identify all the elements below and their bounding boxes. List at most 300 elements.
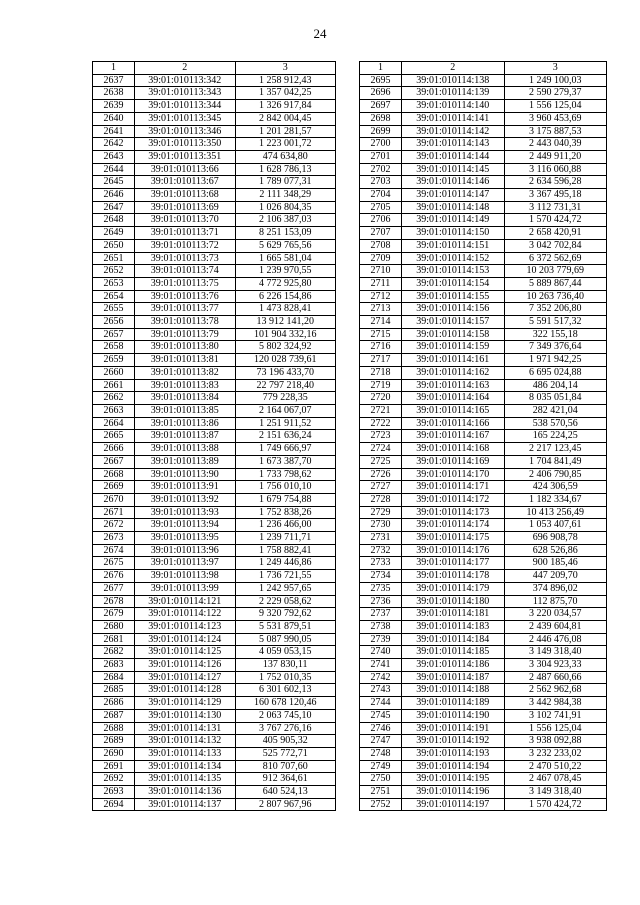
table-row (93, 404, 336, 417)
value-cell: 1 201 281,57 (235, 125, 336, 138)
cadastral-number-cell: 39:01:010114:147 (402, 189, 505, 202)
table-row (93, 544, 336, 557)
table-row (93, 303, 336, 316)
cadastral-number-cell: 39:01:010113:67 (135, 176, 236, 189)
row-number-cell: 2730 (360, 519, 402, 532)
value-cell: 447 209,70 (504, 570, 607, 583)
cadastral-number-cell: 39:01:010114:195 (402, 773, 505, 786)
value-cell: 4 772 925,80 (235, 277, 336, 290)
row-number-cell: 2720 (360, 392, 402, 405)
value-cell: 5 629 765,56 (235, 239, 336, 252)
value-cell: 1 258 912,43 (235, 74, 336, 87)
row-number-cell: 2739 (360, 633, 402, 646)
table-row (360, 354, 607, 367)
cadastral-number-cell: 39:01:010114:132 (135, 735, 236, 748)
row-number-cell: 2724 (360, 443, 402, 456)
cadastral-number-cell: 39:01:010114:127 (135, 671, 236, 684)
cadastral-number-cell: 39:01:010114:187 (402, 671, 505, 684)
cadastral-number-cell: 39:01:010113:68 (135, 189, 236, 202)
cadastral-number-cell: 39:01:010113:78 (135, 316, 236, 329)
table-row (93, 646, 336, 659)
value-cell: 1 242 957,65 (235, 582, 336, 595)
cadastral-number-cell: 39:01:010114:130 (135, 709, 236, 722)
row-number-cell: 2693 (93, 786, 135, 799)
cadastral-number-cell: 39:01:010114:179 (402, 582, 505, 595)
cadastral-number-cell: 39:01:010114:186 (402, 659, 505, 672)
row-number-cell: 2725 (360, 455, 402, 468)
cadastral-number-cell: 39:01:010114:123 (135, 620, 236, 633)
table-row (93, 557, 336, 570)
value-cell: 2 634 596,28 (504, 176, 607, 189)
cadastral-number-cell: 39:01:010114:152 (402, 252, 505, 265)
row-number-cell: 2731 (360, 532, 402, 545)
row-number-cell: 2676 (93, 570, 135, 583)
table-row (360, 608, 607, 621)
cadastral-number-cell: 39:01:010114:137 (135, 798, 236, 811)
cadastral-number-cell: 39:01:010113:95 (135, 532, 236, 545)
table-row (360, 544, 607, 557)
value-cell: 3 232 233,02 (504, 747, 607, 760)
value-cell: 10 203 779,69 (504, 265, 607, 278)
table-row (360, 620, 607, 633)
table-row (360, 189, 607, 202)
row-number-cell: 2727 (360, 481, 402, 494)
table-row (93, 709, 336, 722)
row-number-cell: 2707 (360, 227, 402, 240)
cadastral-number-cell: 39:01:010114:167 (402, 430, 505, 443)
value-cell: 779 228,35 (235, 392, 336, 405)
value-cell: 2 443 040,39 (504, 138, 607, 151)
value-cell: 13 912 141,20 (235, 316, 336, 329)
row-number-cell: 2743 (360, 684, 402, 697)
table-row (93, 798, 336, 811)
cadastral-number-cell: 39:01:010114:176 (402, 544, 505, 557)
value-cell: 1 673 387,70 (235, 455, 336, 468)
value-cell: 1 556 125,04 (504, 100, 607, 113)
cadastral-number-cell: 39:01:010114:173 (402, 506, 505, 519)
table-row (93, 227, 336, 240)
cadastral-number-cell: 39:01:010113:72 (135, 239, 236, 252)
cadastral-number-cell: 39:01:010114:162 (402, 366, 505, 379)
row-number-cell: 2680 (93, 620, 135, 633)
row-number-cell: 2694 (93, 798, 135, 811)
cadastral-number-cell: 39:01:010113:76 (135, 290, 236, 303)
table-row (93, 417, 336, 430)
cadastral-number-cell: 39:01:010114:184 (402, 633, 505, 646)
cadastral-number-cell: 39:01:010114:189 (402, 697, 505, 710)
cadastral-number-cell: 39:01:010114:144 (402, 150, 505, 163)
table-row (93, 747, 336, 760)
row-number-cell: 2714 (360, 316, 402, 329)
value-cell: 2 658 420,91 (504, 227, 607, 240)
cadastral-number-cell: 39:01:010113:96 (135, 544, 236, 557)
row-number-cell: 2682 (93, 646, 135, 659)
table-row (360, 150, 607, 163)
table-row (93, 150, 336, 163)
cadastral-number-cell: 39:01:010114:139 (402, 87, 505, 100)
cadastral-number-cell: 39:01:010114:181 (402, 608, 505, 621)
value-cell: 160 678 120,46 (235, 697, 336, 710)
table-row (360, 633, 607, 646)
value-cell: 1 570 424,72 (504, 214, 607, 227)
value-cell: 2 449 911,20 (504, 150, 607, 163)
row-number-cell: 2703 (360, 176, 402, 189)
value-cell: 3 442 984,38 (504, 697, 607, 710)
table-row (93, 201, 336, 214)
cadastral-number-cell: 39:01:010114:185 (402, 646, 505, 659)
value-cell: 405 905,32 (235, 735, 336, 748)
value-cell: 3 149 318,40 (504, 786, 607, 799)
value-cell: 1 026 804,35 (235, 201, 336, 214)
value-cell: 3 304 923,33 (504, 659, 607, 672)
table-row (93, 697, 336, 710)
value-cell: 2 446 476,08 (504, 633, 607, 646)
value-cell: 4 059 053,15 (235, 646, 336, 659)
right-table (359, 61, 607, 811)
row-number-cell: 2686 (93, 697, 135, 710)
value-cell: 2 470 510,22 (504, 760, 607, 773)
cadastral-number-cell: 39:01:010113:70 (135, 214, 236, 227)
row-number-cell: 2734 (360, 570, 402, 583)
value-cell: 1 223 001,72 (235, 138, 336, 151)
row-number-cell: 2678 (93, 595, 135, 608)
value-cell: 1 758 882,41 (235, 544, 336, 557)
cadastral-number-cell: 39:01:010114:135 (135, 773, 236, 786)
cadastral-number-cell: 39:01:010113:69 (135, 201, 236, 214)
value-cell: 3 116 060,88 (504, 163, 607, 176)
table-row (360, 468, 607, 481)
cadastral-number-cell: 39:01:010114:197 (402, 798, 505, 811)
table-row (93, 481, 336, 494)
table-row (360, 506, 607, 519)
row-number-cell: 2716 (360, 341, 402, 354)
row-number-cell: 2644 (93, 163, 135, 176)
table-row (360, 709, 607, 722)
row-number-cell: 2649 (93, 227, 135, 240)
cadastral-number-cell: 39:01:010113:91 (135, 481, 236, 494)
row-number-cell: 2738 (360, 620, 402, 633)
table-row (360, 646, 607, 659)
row-number-cell: 2669 (93, 481, 135, 494)
cadastral-number-cell: 39:01:010114:142 (402, 125, 505, 138)
value-cell: 374 896,02 (504, 582, 607, 595)
table-row (360, 557, 607, 570)
cadastral-number-cell: 39:01:010114:180 (402, 595, 505, 608)
table-row (93, 138, 336, 151)
column-header: 2 (402, 62, 505, 75)
table-row (360, 760, 607, 773)
value-cell: 1 357 042,25 (235, 87, 336, 100)
cadastral-number-cell: 39:01:010114:129 (135, 697, 236, 710)
table-row (360, 786, 607, 799)
row-number-cell: 2742 (360, 671, 402, 684)
row-number-cell: 2670 (93, 493, 135, 506)
row-number-cell: 2699 (360, 125, 402, 138)
row-number-cell: 2715 (360, 328, 402, 341)
value-cell: 640 524,13 (235, 786, 336, 799)
row-number-cell: 2708 (360, 239, 402, 252)
cadastral-number-cell: 39:01:010114:169 (402, 455, 505, 468)
value-cell: 1 736 721,55 (235, 570, 336, 583)
row-number-cell: 2652 (93, 265, 135, 278)
row-number-cell: 2751 (360, 786, 402, 799)
value-cell: 525 772,71 (235, 747, 336, 760)
value-cell: 322 155,18 (504, 328, 607, 341)
row-number-cell: 2733 (360, 557, 402, 570)
cadastral-number-cell: 39:01:010114:174 (402, 519, 505, 532)
table-row (93, 252, 336, 265)
table-row (360, 735, 607, 748)
table-row (93, 722, 336, 735)
cadastral-number-cell: 39:01:010113:93 (135, 506, 236, 519)
value-cell: 1 473 828,41 (235, 303, 336, 316)
row-number-cell: 2706 (360, 214, 402, 227)
table-row (93, 87, 336, 100)
row-number-cell: 2690 (93, 747, 135, 760)
cadastral-number-cell: 39:01:010114:128 (135, 684, 236, 697)
cadastral-number-cell: 39:01:010114:196 (402, 786, 505, 799)
value-cell: 3 767 276,16 (235, 722, 336, 735)
table-row (360, 265, 607, 278)
cadastral-number-cell: 39:01:010114:157 (402, 316, 505, 329)
cadastral-number-cell: 39:01:010113:345 (135, 112, 236, 125)
cadastral-number-cell: 39:01:010113:80 (135, 341, 236, 354)
table-row (93, 379, 336, 392)
cadastral-number-cell: 39:01:010114:149 (402, 214, 505, 227)
value-cell: 3 220 034,57 (504, 608, 607, 621)
table-row (360, 697, 607, 710)
value-cell: 1 249 446,86 (235, 557, 336, 570)
row-number-cell: 2692 (93, 773, 135, 786)
table-row (360, 722, 607, 735)
value-cell: 6 226 154,86 (235, 290, 336, 303)
cadastral-number-cell: 39:01:010113:88 (135, 443, 236, 456)
cadastral-number-cell: 39:01:010113:77 (135, 303, 236, 316)
table-row (93, 582, 336, 595)
table-row (360, 430, 607, 443)
cadastral-number-cell: 39:01:010113:89 (135, 455, 236, 468)
value-cell: 2 467 078,45 (504, 773, 607, 786)
value-cell: 10 413 256,49 (504, 506, 607, 519)
cadastral-number-cell: 39:01:010114:158 (402, 328, 505, 341)
table-row (93, 341, 336, 354)
value-cell: 1 665 581,04 (235, 252, 336, 265)
table-row (93, 163, 336, 176)
value-cell: 2 217 123,45 (504, 443, 607, 456)
row-number-cell: 2752 (360, 798, 402, 811)
value-cell: 8 251 153,09 (235, 227, 336, 240)
row-number-cell: 2698 (360, 112, 402, 125)
table-row (360, 773, 607, 786)
cadastral-number-cell: 39:01:010113:75 (135, 277, 236, 290)
cadastral-number-cell: 39:01:010113:86 (135, 417, 236, 430)
column-header: 2 (135, 62, 236, 75)
table-row (93, 493, 336, 506)
value-cell: 1 749 666,97 (235, 443, 336, 456)
value-cell: 2 063 745,10 (235, 709, 336, 722)
table-row (93, 366, 336, 379)
value-cell: 5 591 517,32 (504, 316, 607, 329)
cadastral-number-cell: 39:01:010114:124 (135, 633, 236, 646)
row-number-cell: 2687 (93, 709, 135, 722)
table-row (360, 404, 607, 417)
value-cell: 2 562 962,68 (504, 684, 607, 697)
row-number-cell: 2661 (93, 379, 135, 392)
cadastral-number-cell: 39:01:010114:159 (402, 341, 505, 354)
cadastral-number-cell: 39:01:010114:190 (402, 709, 505, 722)
table-row (360, 747, 607, 760)
row-number-cell: 2702 (360, 163, 402, 176)
table-row (93, 506, 336, 519)
cadastral-number-cell: 39:01:010113:346 (135, 125, 236, 138)
table-row (360, 252, 607, 265)
value-cell: 2 406 790,85 (504, 468, 607, 481)
value-cell: 282 421,04 (504, 404, 607, 417)
cadastral-number-cell: 39:01:010113:87 (135, 430, 236, 443)
cadastral-number-cell: 39:01:010114:146 (402, 176, 505, 189)
table-row (93, 328, 336, 341)
row-number-cell: 2677 (93, 582, 135, 595)
cadastral-number-cell: 39:01:010114:193 (402, 747, 505, 760)
column-header: 1 (360, 62, 402, 75)
row-number-cell: 2637 (93, 74, 135, 87)
value-cell: 2 111 348,29 (235, 189, 336, 202)
cadastral-number-cell: 39:01:010113:98 (135, 570, 236, 583)
value-cell: 2 590 279,37 (504, 87, 607, 100)
value-cell: 1 239 970,55 (235, 265, 336, 278)
table-row (360, 532, 607, 545)
row-number-cell: 2681 (93, 633, 135, 646)
table-row (93, 455, 336, 468)
cadastral-number-cell: 39:01:010114:161 (402, 354, 505, 367)
table-row (360, 112, 607, 125)
cadastral-number-cell: 39:01:010114:164 (402, 392, 505, 405)
table-row (360, 74, 607, 87)
row-number-cell: 2741 (360, 659, 402, 672)
cadastral-number-cell: 39:01:010114:125 (135, 646, 236, 659)
row-number-cell: 2645 (93, 176, 135, 189)
table-row (93, 570, 336, 583)
row-number-cell: 2655 (93, 303, 135, 316)
value-cell: 101 904 332,16 (235, 328, 336, 341)
table-row (360, 595, 607, 608)
table-row (360, 481, 607, 494)
cadastral-number-cell: 39:01:010114:138 (402, 74, 505, 87)
value-cell: 1 570 424,72 (504, 798, 607, 811)
cadastral-number-cell: 39:01:010113:74 (135, 265, 236, 278)
row-number-cell: 2647 (93, 201, 135, 214)
row-number-cell: 2732 (360, 544, 402, 557)
row-number-cell: 2671 (93, 506, 135, 519)
value-cell: 22 797 218,40 (235, 379, 336, 392)
table-row (93, 633, 336, 646)
table-row (93, 125, 336, 138)
table-row (93, 443, 336, 456)
cadastral-number-cell: 39:01:010114:148 (402, 201, 505, 214)
row-number-cell: 2668 (93, 468, 135, 481)
value-cell: 1 789 077,31 (235, 176, 336, 189)
table-row (360, 328, 607, 341)
table-row (360, 659, 607, 672)
table-row (93, 532, 336, 545)
row-number-cell: 2700 (360, 138, 402, 151)
row-number-cell: 2695 (360, 74, 402, 87)
cadastral-number-cell: 39:01:010113:73 (135, 252, 236, 265)
row-number-cell: 2648 (93, 214, 135, 227)
row-number-cell: 2749 (360, 760, 402, 773)
value-cell: 1 251 911,52 (235, 417, 336, 430)
row-number-cell: 2650 (93, 239, 135, 252)
cadastral-number-cell: 39:01:010114:175 (402, 532, 505, 545)
row-number-cell: 2683 (93, 659, 135, 672)
row-number-cell: 2638 (93, 87, 135, 100)
cadastral-number-cell: 39:01:010113:81 (135, 354, 236, 367)
cadastral-number-cell: 39:01:010114:140 (402, 100, 505, 113)
cadastral-number-cell: 39:01:010113:83 (135, 379, 236, 392)
cadastral-number-cell: 39:01:010114:133 (135, 747, 236, 760)
table-row (360, 176, 607, 189)
row-number-cell: 2744 (360, 697, 402, 710)
row-number-cell: 2697 (360, 100, 402, 113)
row-number-cell: 2654 (93, 290, 135, 303)
value-cell: 2 807 967,96 (235, 798, 336, 811)
table-row (360, 417, 607, 430)
value-cell: 486 204,14 (504, 379, 607, 392)
table-row (93, 773, 336, 786)
value-cell: 2 439 604,81 (504, 620, 607, 633)
table-row (360, 443, 607, 456)
value-cell: 3 112 731,31 (504, 201, 607, 214)
row-number-cell: 2658 (93, 341, 135, 354)
table-row (93, 265, 336, 278)
cadastral-number-cell: 39:01:010114:194 (402, 760, 505, 773)
table-row (93, 277, 336, 290)
row-number-cell: 2750 (360, 773, 402, 786)
value-cell: 1 628 786,13 (235, 163, 336, 176)
row-number-cell: 2684 (93, 671, 135, 684)
left-table (92, 61, 336, 811)
row-number-cell: 2710 (360, 265, 402, 278)
cadastral-number-cell: 39:01:010114:156 (402, 303, 505, 316)
cadastral-number-cell: 39:01:010114:155 (402, 290, 505, 303)
value-cell: 10 263 736,40 (504, 290, 607, 303)
row-number-cell: 2640 (93, 112, 135, 125)
value-cell: 2 229 058,62 (235, 595, 336, 608)
cadastral-number-cell: 39:01:010113:90 (135, 468, 236, 481)
cadastral-number-cell: 39:01:010113:92 (135, 493, 236, 506)
table-row (360, 366, 607, 379)
table-row (93, 392, 336, 405)
value-cell: 1 971 942,25 (504, 354, 607, 367)
value-cell: 3 938 092,88 (504, 735, 607, 748)
row-number-cell: 2704 (360, 189, 402, 202)
cadastral-number-cell: 39:01:010113:66 (135, 163, 236, 176)
table-row (93, 214, 336, 227)
cadastral-number-cell: 39:01:010114:145 (402, 163, 505, 176)
row-number-cell: 2666 (93, 443, 135, 456)
cadastral-number-cell: 39:01:010114:141 (402, 112, 505, 125)
cadastral-number-cell: 39:01:010114:153 (402, 265, 505, 278)
row-number-cell: 2659 (93, 354, 135, 367)
table-row (93, 290, 336, 303)
value-cell: 2 487 660,66 (504, 671, 607, 684)
row-number-cell: 2717 (360, 354, 402, 367)
table-row (360, 227, 607, 240)
row-number-cell: 2712 (360, 290, 402, 303)
row-number-cell: 2711 (360, 277, 402, 290)
row-number-cell: 2689 (93, 735, 135, 748)
column-header: 3 (504, 62, 607, 75)
